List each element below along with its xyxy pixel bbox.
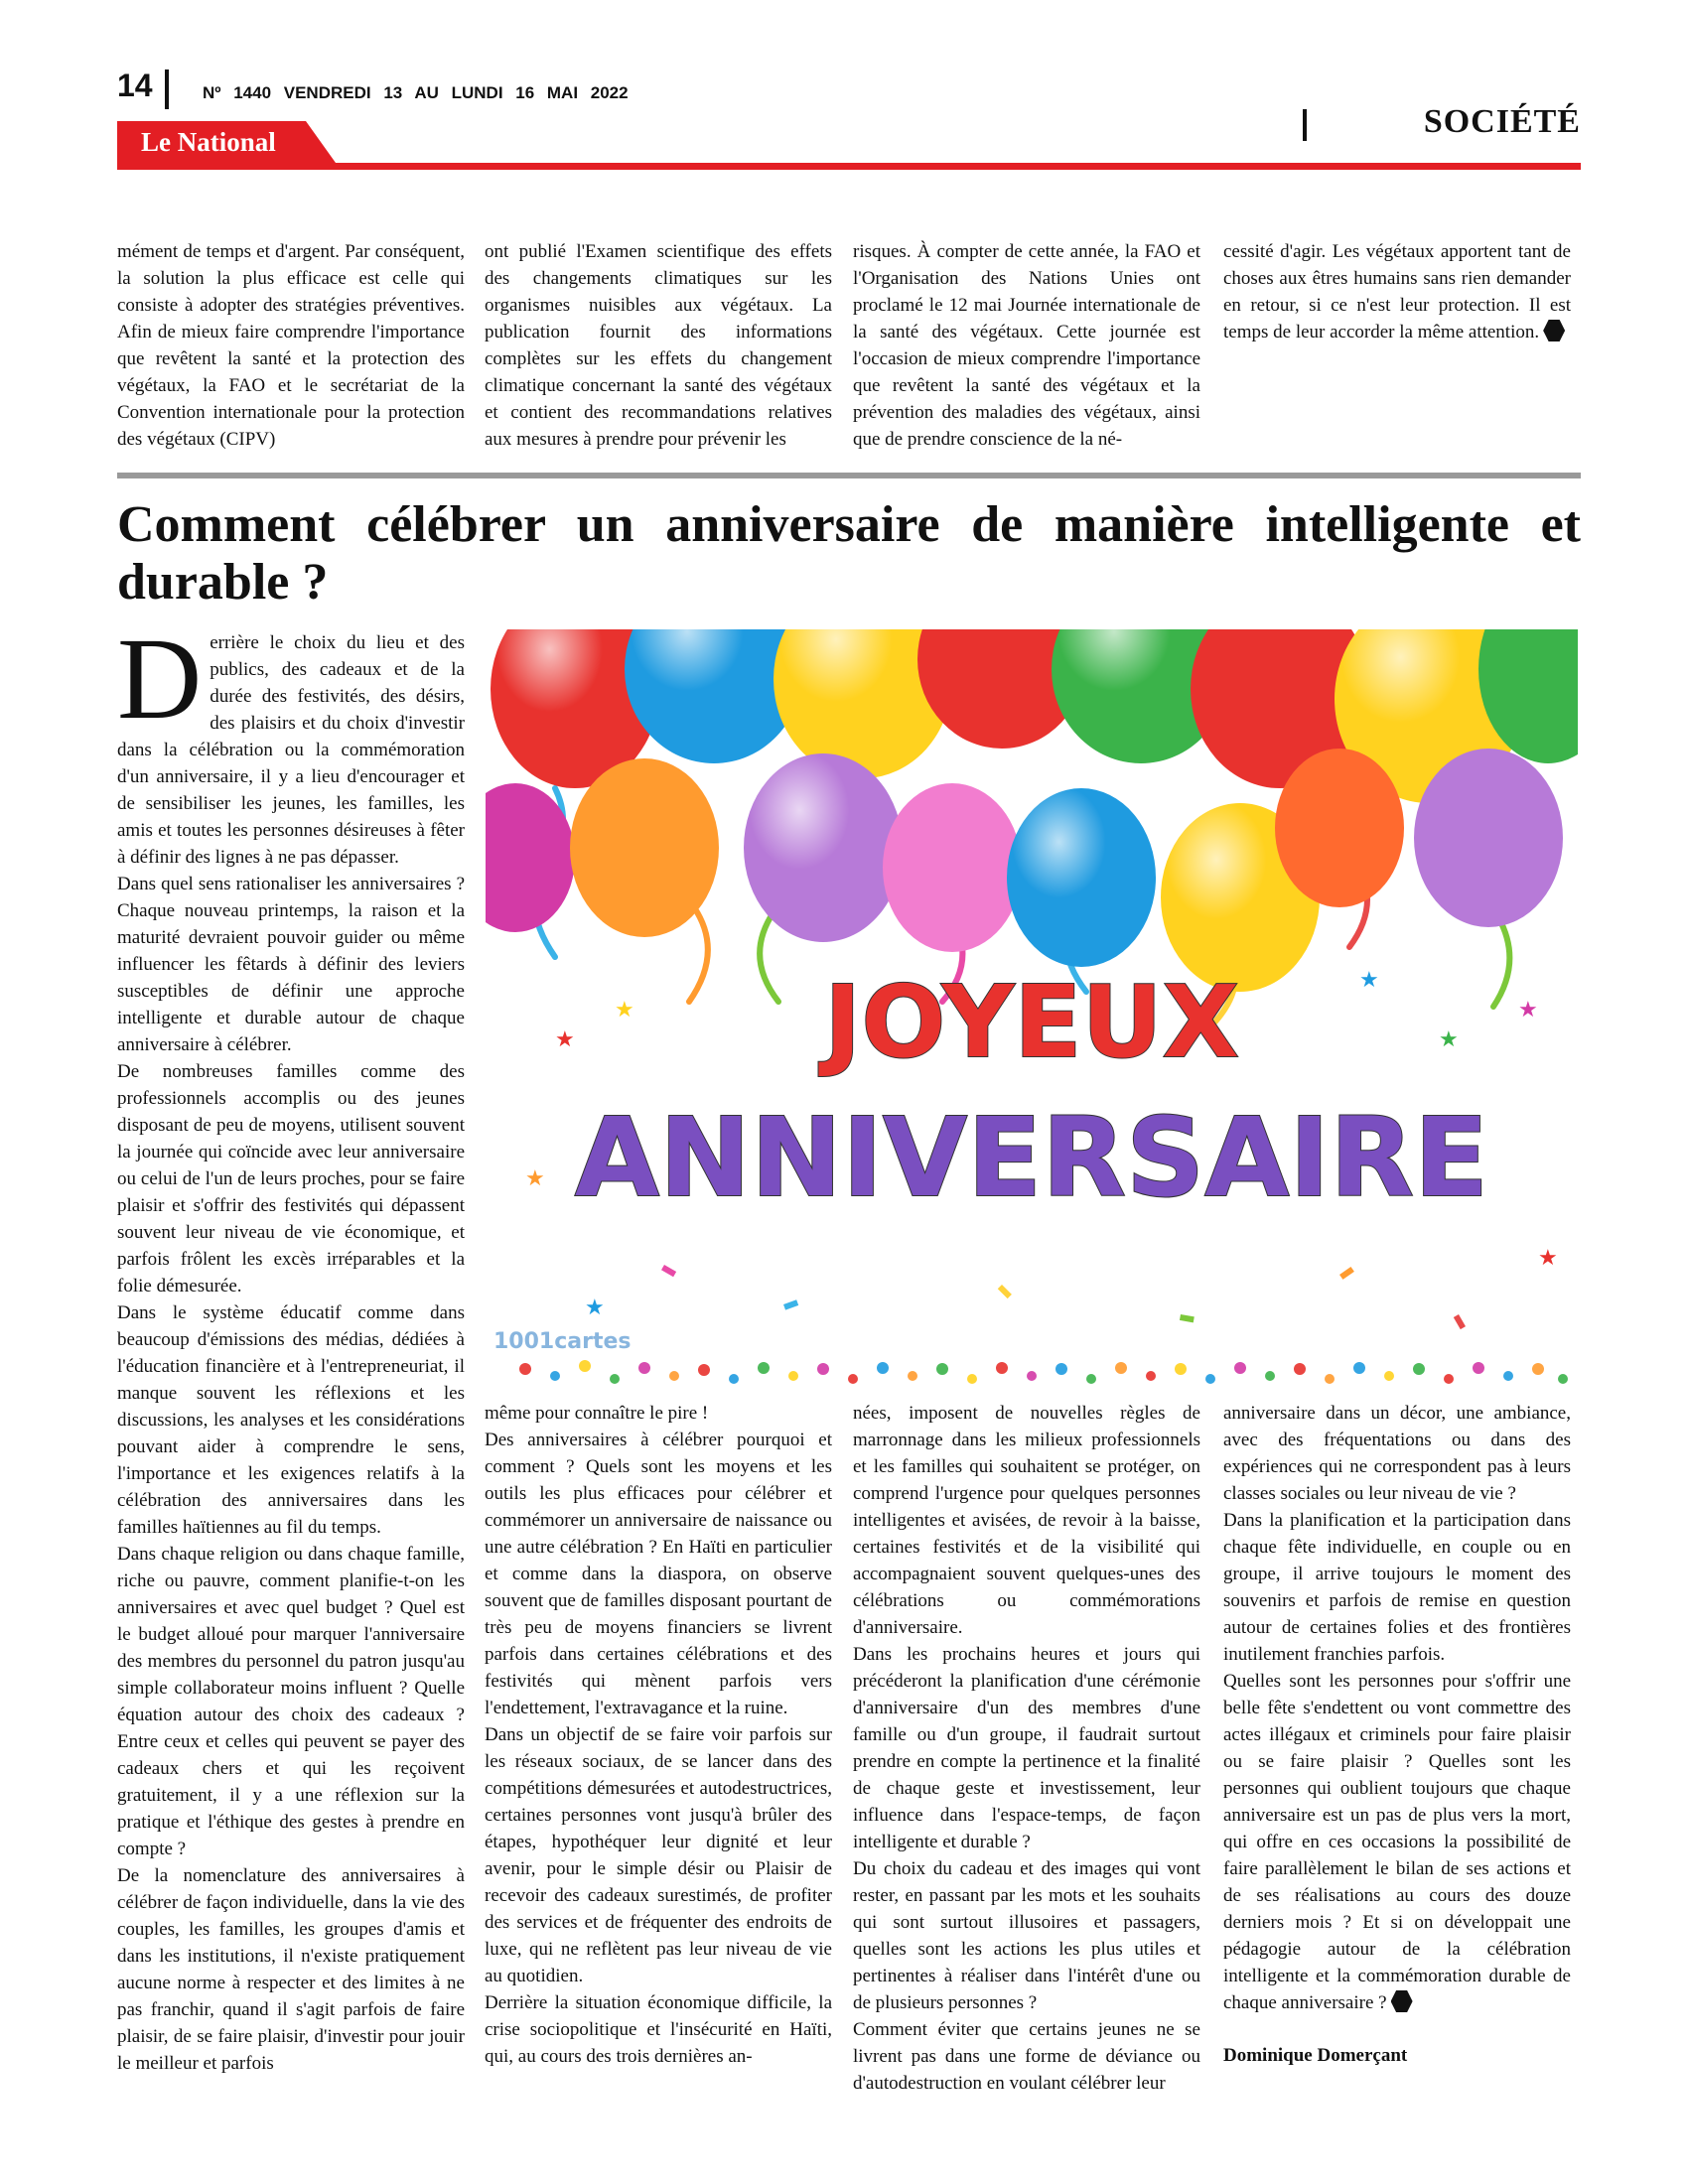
article-divider — [117, 473, 1581, 478]
end-mark-icon — [1391, 1990, 1413, 2012]
svg-text:★: ★ — [555, 1027, 575, 1052]
birthday-photo — [486, 629, 1578, 1394]
svg-text:★: ★ — [585, 1296, 605, 1320]
author-signature: Dominique Domerçant — [1223, 2045, 1408, 2066]
article-col-3: nées, imposent de nouvelles règles de marronnage dans les milieux professionnels et les familles qui souhaitent se protéger, on comprend l'urgence pour quelques personnes intelligentes et avisées, de revoir à la baisse, certaines festivités et de la visibilité qui accompagnaient souvent quelques-unes des célébrations ou commémorations d'anniversaire. Dans les prochains heures et jours qui précéderont la planification d'une cérémonie d'anniversaire d'un des membres d'une famille ou d'un groupe, il faudrait surtout prendre en compte la pertinence et la finalité de chaque geste et investissement, leur influence dans l'espace-temps, de façon intelligente et durable ? Du choix du cadeau et des images qui vont rester, en passant par les mots et les souhaits qui sont surtout illusoires et passagers, quelles sont les actions les plus utiles et pertinentes à réaliser dans l'intérêt d'une ou de plusieurs personnes ? Comment éviter que certains jeunes ne se livrent pas dans une forme de déviance ou d'autodestruction en voulant célébrer leur — [853, 1403, 1200, 2094]
header-divider — [165, 69, 169, 109]
article-col-2: même pour connaître le pire ! Des anniversaires à célébrer pourquoi et comment ? Quels sont les moyens et les outils les plus efficaces pour célébrer et commémorer un anniversaire de naissance ou une autre célébration ? En Haïti en particulier et comme dans la diaspora, on observe souvent que de familles disposant pourtant de très peu de moyens financiers se livrent parfois dans certaines célébrations et des festivités qui mènent parfois vers l'endettement, l'extravagance et la ruine. Dans un objectif de se faire voir parfois sur les réseaux sociaux, de se lancer dans des compétitions démesurées et autodestructrices, certaines personnes vont jusqu'à brûler des étapes, hypothéquer leur dignité et leur avenir, pour le simple désir ou Plaisir de recevoir des cadeaux surestimés, de profiter des services et de fréquenter des endroits de luxe, qui ne reflètent pas leur niveau de vie au quotidien. Derrière la situation économique difficile, la crise sociopolitique et l'insécurité en Haïti, qui, au cours des trois dernières an- — [485, 1403, 832, 2067]
drop-cap: D — [117, 614, 203, 744]
prev-article-col-2: ont publié l'Examen scientifique des effets des changements climatiques sur les organismes nuisibles aux végétaux. La publication fournit des informations complètes sur les effets du changement climatique concernant la santé des végétaux et contient des recommandations relatives aux mesures à prendre pour prévenir les — [485, 241, 832, 450]
article-col-1: Derrière le choix du lieu et des publics, des cadeaux et de la durée des festivités, des désirs, des plaisirs et du choix d'investir dans la célébration ou la commémoration d'un anniversaire, il y a lieu d'encourager et de sensibiliser les jeunes, les familles, les amis et toutes les personnes désireuses à fêter à définir des lignes à ne pas dépasser. Dans quel sens rationaliser les anniversaires ? Chaque nouveau printemps, la raison et la maturité devraient pouvoir guider ou même influencer les fêtards à définir des leviers susceptibles de définir une approche intelligente et durable autour de chaque anniversaire à célébrer. De nombreuses familles comme des professionnels accomplis ou des jeunes disposant de peu de moyens, utilisent souvent la journée qui coïncide avec leur anniversaire ou celui de l'un de leurs proches, pour se faire plaisir et s'offrir des festivités qui dépassent souvent leur niveau de vie économique, et parfois frôlent les excès irréparables et la folie démesurée. Dans le système éducatif comme dans beaucoup d'émissions des médias, dédiées à l'éducation financière et à l'entrepreneuriat, il manque souvent les réflexions et les discussions, les analyses et les considérations pouvant aider à comprendre le sens, l'importance et les exigences relatifs à la célébration des anniversaires dans les familles haïtiennes au fil du temps. Dans chaque religion ou dans chaque famille, riche ou pauvre, comment planifie-t-on les anniversaires et avec quel budget ? Quel est le budget alloué pour marquer l'anniversaire des membres du personnel du patron jusqu'au simple collaborateur moins influent ? Quelle équation autour des choix des cadeaux ? Entre ceux et celles qui peuvent se payer des cadeaux chers et qui les reçoivent gratuitement, il y a une réflexion sur la pratique et l'éthique des gestes à prendre en compte ? De la nomenclature des anniversaires à célébrer de façon individuelle, dans la vie des couples, les familles, les groupes d'amis et dans les institutions, il n'existe pratiquement aucune norme à respecter et des limites à ne pas franchir, quand il s'agit parfois de faire plaisir, de se faire plaisir, d'investir pour jouir le meilleur et parfois — [117, 614, 465, 2074]
section-divider — [1303, 109, 1307, 141]
article-title: Comment célébrer un anniversaire de manière intelligente et durable ? — [117, 496, 1581, 611]
svg-text:★: ★ — [615, 998, 634, 1023]
svg-text:★: ★ — [525, 1166, 545, 1191]
prev-article-col-1: mément de temps et d'argent. Par conséquent, la solution la plus efficace est celle qui consiste à adopter des stratégies préventives. Afin de mieux faire comprendre l'importance que revêtent la santé et la protection des végétaux, la FAO et le secrétariat de la Convention internationale pour la protection des végétaux (CIPV) — [117, 241, 465, 450]
header-rule — [117, 163, 1581, 170]
svg-text:★: ★ — [1518, 998, 1538, 1023]
article-col-4: anniversaire dans un décor, une ambiance, avec des fréquentations ou dans des expériences qui ne correspondent pas à leurs classes sociales ou leur niveau de vie ? Dans la planification et la participation dans chaque fête individuelle, en couple ou en groupe, il arrive toujours le moment des souvenirs et parfois de remise en question autour de certaines folies et des frontières inutilement franchies parfois. Quelles sont les personnes pour s'offrir une belle fête s'endettent ou vont commettre des actes illégaux et criminels pour faire plaisir ou se faire plaisir ? Quelles sont les personnes qui oublient toujours que chaque anniversaire est un pas de plus vers la mort, qui offre en ces occasions la possibilité de faire parallèlement le bilan de ses actions et de ses réalisations au cours des douze derniers mois ? Et si on développait une pédagogie autour de la célébration intelligente et la commémoration durable de chaque anniversaire ? Dominique Domerçant — [1223, 1400, 1571, 2069]
brand-name: Le National — [141, 127, 276, 157]
prev-article-col-4: cessité d'agir. Les végétaux apportent tant de choses aux êtres humains sans rien demander en retour, si ce n'est leur protection. Il est temps de leur accorder la même attention. — [1223, 241, 1571, 342]
prev-article-col-3: risques. À compter de cette année, la FAO et l'Organisation des Nations Unies ont proclamé le 12 mai Journée internationale de la santé des végétaux. Cette journée est l'occasion de mieux comprendre l'importance que revêtent la santé des végétaux et la prévention des maladies des végétaux, ainsi que de prendre conscience de la né- — [853, 241, 1200, 450]
svg-text:★: ★ — [1359, 968, 1379, 993]
photo-text-line2: ANNIVERSAIRE — [574, 1094, 1489, 1221]
section-label: SOCIÉTÉ — [1423, 103, 1581, 140]
issue-date: Nº 1440 VENDREDI 13 AU LUNDI 16 MAI 2022 — [203, 83, 629, 102]
end-mark-icon — [1543, 320, 1565, 341]
photo-watermark: 1001cartes — [493, 1329, 632, 1354]
svg-text:★: ★ — [1439, 1027, 1459, 1052]
page-number: 14 — [117, 68, 153, 103]
svg-text:★: ★ — [1538, 1246, 1558, 1271]
photo-text-line1: JOYEUX — [824, 964, 1239, 1080]
